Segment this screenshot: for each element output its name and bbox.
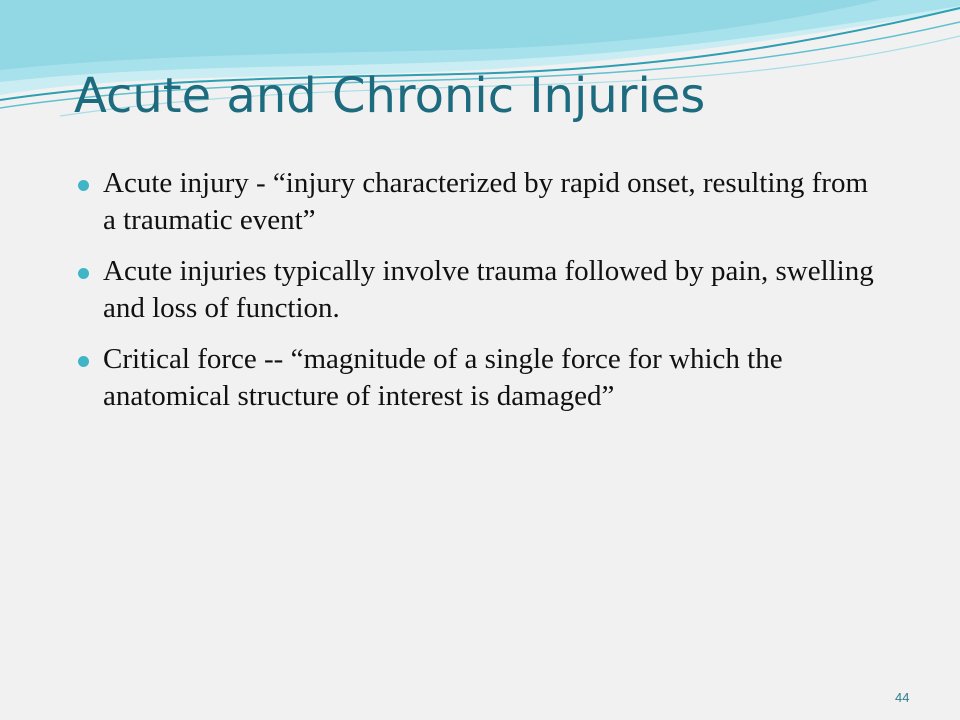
bullet-text: Acute injuries typically involve trauma followed by pain, swelling and loss of function. — [103, 255, 874, 324]
bullet-dot-icon — [78, 356, 89, 367]
bullet-text: Critical force -- “magnitude of a single force for which the anatomical structure of interest is damaged” — [103, 343, 783, 412]
bullet-item — [76, 341, 876, 415]
slide-title: Acute and Chronic Injuries — [74, 68, 706, 124]
bullet-item — [76, 253, 876, 327]
bullet-item — [76, 165, 876, 239]
page-number: 44 — [895, 690, 910, 705]
bullet-list — [76, 165, 876, 429]
bullet-dot-icon — [78, 180, 89, 191]
bullet-text: Acute injury - “injury characterized by rapid onset, resulting from a traumatic event” — [103, 167, 869, 236]
bullet-dot-icon — [78, 268, 89, 279]
